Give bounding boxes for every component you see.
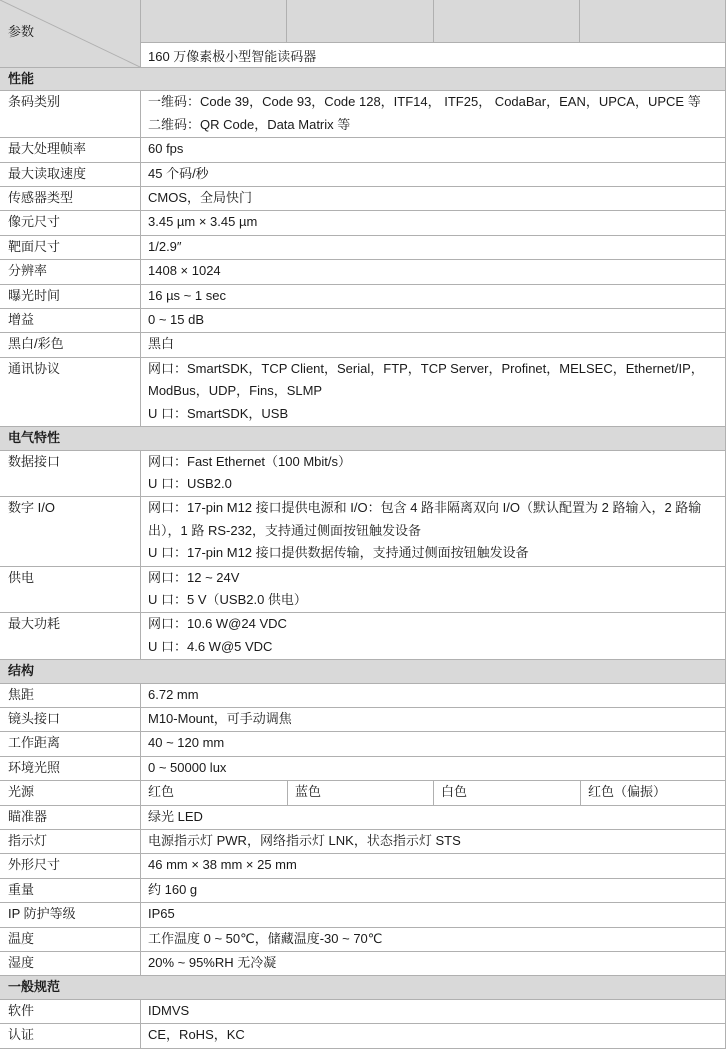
- row-value: [140, 830, 725, 853]
- row-label: 像元尺寸: [8, 214, 61, 230]
- row-label: 光源: [8, 784, 35, 800]
- row-value: [140, 757, 725, 780]
- row-label: 增益: [8, 312, 35, 328]
- row-value: [140, 928, 725, 951]
- spec-row: [0, 1000, 725, 1024]
- spec-row: [0, 952, 725, 976]
- row-value: [140, 333, 725, 356]
- row-value: [140, 1024, 725, 1047]
- spec-row: [0, 358, 725, 427]
- spec-row: [0, 138, 725, 162]
- row-value: [140, 732, 725, 755]
- product-name: 160 万像素极小型智能读码器: [148, 48, 317, 64]
- value-line: 3.45 µm × 3.45 µm: [148, 214, 258, 230]
- value-line: U 口：17-pin M12 接口提供数据传输，支持通过侧面按钮触发设备: [148, 545, 529, 561]
- row-label: 认证: [8, 1027, 35, 1043]
- section-header-row: 结构: [0, 660, 725, 683]
- row-label: 黑白/彩色: [8, 336, 64, 352]
- spec-row: [0, 1024, 725, 1048]
- header-right: [140, 0, 725, 67]
- row-label: 指示灯: [8, 833, 48, 848]
- row-label: 靶面尺寸: [8, 238, 61, 254]
- parameter-corner-cell: [0, 0, 140, 67]
- row-value: [140, 309, 725, 332]
- spec-row: [0, 567, 725, 614]
- row-label: 传感器类型: [8, 190, 74, 206]
- spec-row: [0, 613, 725, 660]
- value-line: 工作温度 0 ~ 50℃，储藏温度-30 ~ 70℃: [148, 930, 383, 946]
- row-value: [140, 91, 725, 137]
- row-value: [140, 285, 725, 308]
- value-line: 电源指示灯 PWR，网络指示灯 LNK，状态指示灯 STS: [148, 833, 461, 848]
- value-line: U 口：USB2.0: [148, 475, 232, 491]
- product-name-cell: [140, 43, 725, 67]
- value-line: 网口：17-pin M12 接口提供电源和 I/O：包含 4 路非隔离双向 I/O（默认配置为 2 路输入，2 路输出），1 路 RS-232，支持通过侧面按钮触发设备: [148, 500, 702, 538]
- section-header-row: 性能: [0, 68, 725, 91]
- value-line: 16 µs ~ 1 sec: [148, 287, 226, 303]
- value-line: 网口：Fast Ethernet（100 Mbit/s）: [148, 453, 352, 469]
- row-label: 供电: [8, 569, 35, 585]
- spec-row: [0, 830, 725, 854]
- row-value: [140, 708, 725, 731]
- value-line: U 口：4.6 W@5 VDC: [148, 638, 273, 654]
- spec-row: [0, 732, 725, 756]
- row-value: [140, 260, 725, 283]
- value-line: CE，RoHS，KC: [148, 1027, 245, 1043]
- row-value: [140, 806, 725, 829]
- row-label: 曝光时间: [8, 287, 61, 303]
- value-line: 一维码：Code 39，Code 93，Code 128，ITF14， ITF25， CodaBar，EAN，UPCA，UPCE 等: [148, 94, 701, 110]
- row-label: IP 防护等级: [8, 906, 76, 922]
- spec-row: [0, 187, 725, 211]
- spec-row: [0, 309, 725, 333]
- row-value: [140, 497, 725, 565]
- value-line: 网口：12 ~ 24V: [148, 569, 240, 585]
- row-label: 温度: [8, 930, 35, 946]
- value-line: 网口：SmartSDK，TCP Client，Serial，FTP，TCP Server，Profinet，MELSEC，Ethernet/IP，ModBus，UDP，Fins，SLMP: [148, 360, 704, 399]
- row-label: 软件: [8, 1002, 35, 1018]
- row-label: 数字 I/O: [8, 500, 55, 516]
- row-value: [140, 903, 725, 926]
- spec-row: [0, 903, 725, 927]
- row-label: 重量: [8, 881, 35, 897]
- value-line: CMOS，全局快门: [148, 190, 253, 206]
- spec-row: [0, 854, 725, 878]
- value-line: 45 个码/秒: [148, 165, 209, 181]
- value-line: 0 ~ 15 dB: [148, 312, 205, 328]
- spec-row: [0, 163, 725, 187]
- spec-row: [0, 806, 725, 830]
- row-value: [140, 187, 725, 210]
- row-label: 最大处理帧率: [8, 141, 87, 157]
- header-empty-cell: [433, 0, 579, 42]
- value-line: 0 ~ 50000 lux: [148, 759, 227, 775]
- value-line: 6.72 mm: [148, 686, 199, 702]
- value-line: 20% ~ 95%RH 无冷凝: [148, 955, 277, 971]
- row-value: [140, 163, 725, 186]
- value-line: U 口：5 V（USB2.0 供电）: [148, 591, 307, 607]
- row-value: [140, 567, 725, 613]
- row-value: [140, 879, 725, 902]
- row-value: [140, 1000, 725, 1023]
- value-line: 46 mm × 38 mm × 25 mm: [148, 857, 297, 873]
- light-source-cell: 红色: [140, 781, 287, 804]
- value-line: 60 fps: [148, 141, 184, 157]
- row-label: 最大读取速度: [8, 165, 87, 181]
- header-empty-cell: [286, 0, 432, 42]
- row-value: [140, 211, 725, 234]
- value-line: 1408 × 1024: [148, 263, 221, 279]
- row-label: 焦距: [8, 686, 35, 702]
- row-value: [140, 451, 725, 497]
- row-label: 数据接口: [8, 453, 61, 469]
- value-line: 黑白: [148, 336, 175, 352]
- spec-row: [0, 91, 725, 138]
- spec-row: [0, 285, 725, 309]
- value-line: IP65: [148, 906, 175, 922]
- row-label: 工作距离: [8, 735, 61, 751]
- row-label: 通讯协议: [8, 360, 61, 376]
- row-label: 条码类别: [8, 94, 61, 110]
- row-label: 镜头接口: [8, 710, 61, 726]
- header-empty-cell: [140, 0, 286, 42]
- row-value: [140, 854, 725, 877]
- light-source-cell: 红色（偏振）: [580, 781, 725, 804]
- spec-row: [0, 260, 725, 284]
- value-line: 网口：10.6 W@24 VDC: [148, 616, 287, 632]
- section-header-row: 电气特性: [0, 427, 725, 450]
- section-header-row: 一般规范: [0, 976, 725, 999]
- spec-row: [0, 879, 725, 903]
- header-empty-cell: [579, 0, 725, 42]
- spec-row: [0, 211, 725, 235]
- row-value: [140, 358, 725, 426]
- spec-row: [0, 451, 725, 498]
- spec-row: [0, 236, 725, 260]
- row-value: [140, 138, 725, 161]
- row-label: 外形尺寸: [8, 857, 61, 873]
- spec-row: [0, 708, 725, 732]
- row-label: 分辨率: [8, 263, 48, 279]
- value-line: 约 160 g: [148, 881, 198, 897]
- value-line: 绿光 LED: [148, 808, 203, 824]
- row-label: 环境光照: [8, 759, 61, 775]
- spec-row: [0, 497, 725, 566]
- spec-row: [0, 333, 725, 357]
- value-line: 1/2.9″: [148, 238, 182, 254]
- value-line: 40 ~ 120 mm: [148, 735, 225, 751]
- row-value: [140, 684, 725, 707]
- light-source-cell: 白色: [433, 781, 580, 804]
- value-line: M10-Mount，可手动调焦: [148, 710, 292, 726]
- spec-row: [0, 928, 725, 952]
- row-value: [140, 952, 725, 975]
- spec-row: [0, 781, 725, 805]
- row-label: 瞄准器: [8, 808, 48, 824]
- table-header: [0, 0, 725, 68]
- row-label: 最大功耗: [8, 616, 61, 632]
- table-body: [0, 68, 725, 1049]
- value-line: U 口：SmartSDK，USB: [148, 405, 289, 421]
- corner-label: 参数: [8, 24, 35, 39]
- spec-row: [0, 757, 725, 781]
- row-value: [140, 613, 725, 659]
- spec-row: [0, 684, 725, 708]
- row-label: 湿度: [8, 955, 35, 971]
- light-source-cell: 蓝色: [287, 781, 433, 804]
- value-line: 二维码：QR Code，Data Matrix 等: [148, 116, 351, 132]
- row-value: [140, 236, 725, 259]
- header-empty-cells: [140, 0, 725, 43]
- value-line: IDMVS: [148, 1002, 190, 1018]
